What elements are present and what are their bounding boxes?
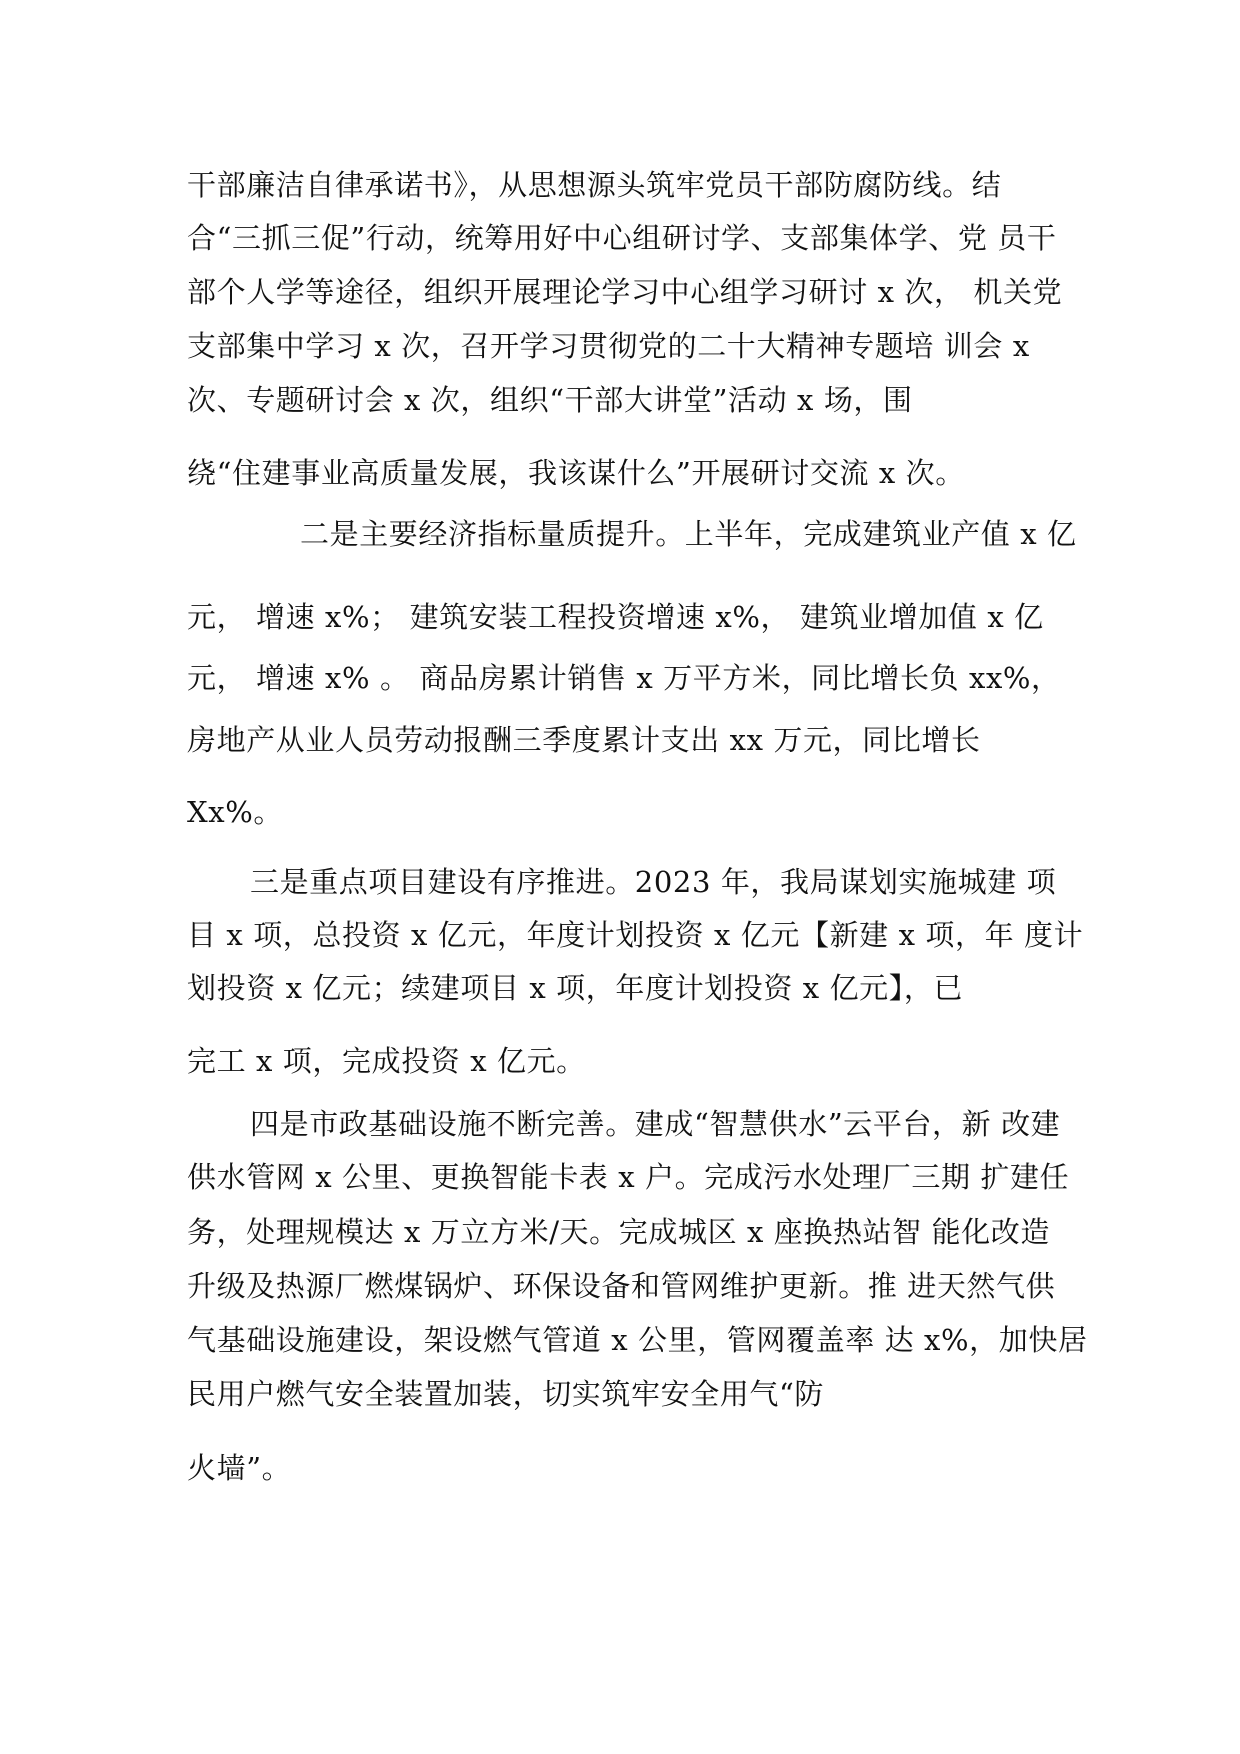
text-line: 房地产从业人员劳动报酬三季度累计支出 xx 万元，同比增长	[187, 723, 981, 757]
text-line: 务，处理规模达 x 万立方米/天。完成城区 x 座换热站智 能化改造	[187, 1215, 1050, 1249]
text-line: 供水管网 x 公里、更换智能卡表 x 户。完成污水处理厂三期 扩建任	[187, 1160, 1070, 1194]
paragraph-first-line: 三是重点项目建设有序推进。2023 年，我局谋划实施城建 项	[250, 865, 1057, 899]
text-line: 部个人学等途径，组织开展理论学习中心组学习研讨 x 次， 机关党	[187, 275, 1063, 309]
paragraph-first-line: 二是主要经济指标量质提升。上半年，完成建筑业产值 x 亿	[300, 517, 1077, 551]
text-line: 干部廉洁自律承诺书》，从思想源头筑牢党员干部防腐防线。结	[187, 168, 1002, 202]
text-line: 支部集中学习 x 次，召开学习贯彻党的二十大精神专题培 训会 x	[187, 329, 1030, 363]
text-line: 完工 x 项，完成投资 x 亿元。	[187, 1044, 586, 1078]
text-line: 升级及热源厂燃煤锅炉、环保设备和管网维护更新。推 进天然气供	[187, 1269, 1056, 1303]
text-line: 元， 增速 x%； 建筑安装工程投资增速 x%， 建筑业增加值 x 亿	[187, 600, 1044, 634]
text-line: 绕“住建事业高质量发展，我该谋什么”开展研讨交流 x 次。	[187, 456, 965, 490]
text-line: Xx%。	[187, 795, 283, 829]
text-line: 合“三抓三促”行动，统筹用好中心组研讨学、支部集体学、党 员干	[187, 221, 1057, 255]
text-line: 民用户燃气安全装置加装，切实筑牢安全用气“防	[187, 1377, 825, 1411]
text-line: 气基础设施建设，架设燃气管道 x 公里，管网覆盖率 达 x%，加快居	[187, 1323, 1088, 1357]
text-line: 火墙”。	[187, 1451, 292, 1485]
text-line: 元， 增速 x% 。 商品房累计销售 x 万平方米，同比增长负 xx%，	[187, 661, 1061, 695]
text-line: 划投资 x 亿元；续建项目 x 项，年度计划投资 x 亿元】，已	[187, 971, 964, 1005]
text-line: 目 x 项，总投资 x 亿元，年度计划投资 x 亿元【新建 x 项，年 度计	[187, 918, 1084, 952]
paragraph-first-line: 四是市政基础设施不断完善。建成“智慧供水”云平台，新 改建	[250, 1107, 1061, 1141]
text-line: 次、专题研讨会 x 次，组织“干部大讲堂”活动 x 场，围	[187, 383, 913, 417]
